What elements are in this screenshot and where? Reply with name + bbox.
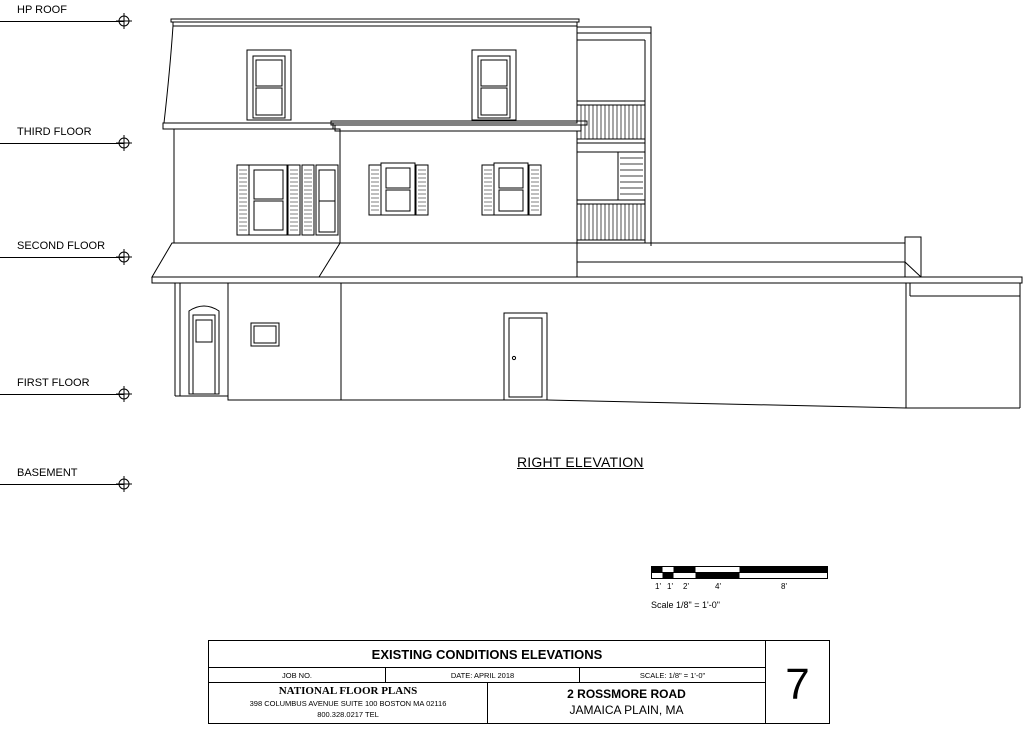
level-label: HP ROOF bbox=[17, 4, 67, 16]
shuttered-window-bay bbox=[237, 165, 338, 235]
graphic-scale-bar bbox=[651, 566, 829, 582]
scale-field: SCALE: 1/8" = 1'-0" bbox=[580, 668, 766, 683]
project-city: JAMAICA PLAIN, MA bbox=[569, 703, 684, 717]
ground-floor-wall bbox=[175, 283, 1020, 408]
level-marker-basement bbox=[0, 467, 140, 487]
rear-porch bbox=[577, 27, 651, 246]
elevation-title: RIGHT ELEVATION bbox=[517, 454, 644, 470]
dormer-window-right bbox=[472, 50, 516, 120]
job-number: JOB NO. bbox=[209, 668, 386, 683]
datum-target-icon bbox=[114, 475, 134, 495]
project-street: 2 ROSSMORE ROAD bbox=[567, 687, 686, 701]
sheet-number: 7 bbox=[785, 660, 810, 709]
level-line bbox=[0, 484, 124, 485]
scale-tick-label: 2' bbox=[683, 582, 689, 591]
dormer-window-left bbox=[247, 50, 291, 120]
scale-tick-label: 1' bbox=[667, 582, 673, 591]
mansard-roof bbox=[163, 19, 587, 131]
scale-tick-label: 4' bbox=[715, 582, 721, 591]
company-address: 398 COLUMBUS AVENUE SUITE 100 BOSTON MA 02116 bbox=[249, 699, 447, 708]
company-name: NATIONAL FLOOR PLANS bbox=[278, 685, 418, 697]
small-window-glass bbox=[254, 326, 276, 343]
shuttered-window-center bbox=[369, 163, 428, 215]
level-label: SECOND FLOOR bbox=[17, 240, 106, 252]
shuttered-window-right bbox=[482, 163, 541, 215]
scale-tick-label: 1' bbox=[655, 582, 661, 591]
scale-note: Scale 1/8" = 1'-0" bbox=[651, 600, 720, 610]
porch-railings bbox=[581, 105, 643, 240]
level-label: BASEMENT bbox=[17, 467, 78, 479]
rear-door bbox=[504, 313, 547, 400]
project-address bbox=[488, 683, 766, 724]
canopy-roof bbox=[152, 237, 1022, 283]
company-box bbox=[209, 683, 488, 724]
sheet-heading: EXISTING CONDITIONS ELEVATIONS bbox=[209, 641, 766, 668]
arched-side-door bbox=[189, 306, 219, 394]
date-field: DATE: APRIL 2018 bbox=[386, 668, 580, 683]
level-label: THIRD FLOOR bbox=[17, 126, 92, 138]
level-label: FIRST FLOOR bbox=[17, 377, 90, 389]
company-phone: 800.328.0217 TEL bbox=[317, 710, 379, 719]
scale-tick-label: 8' bbox=[781, 582, 787, 591]
title-block bbox=[208, 640, 830, 724]
